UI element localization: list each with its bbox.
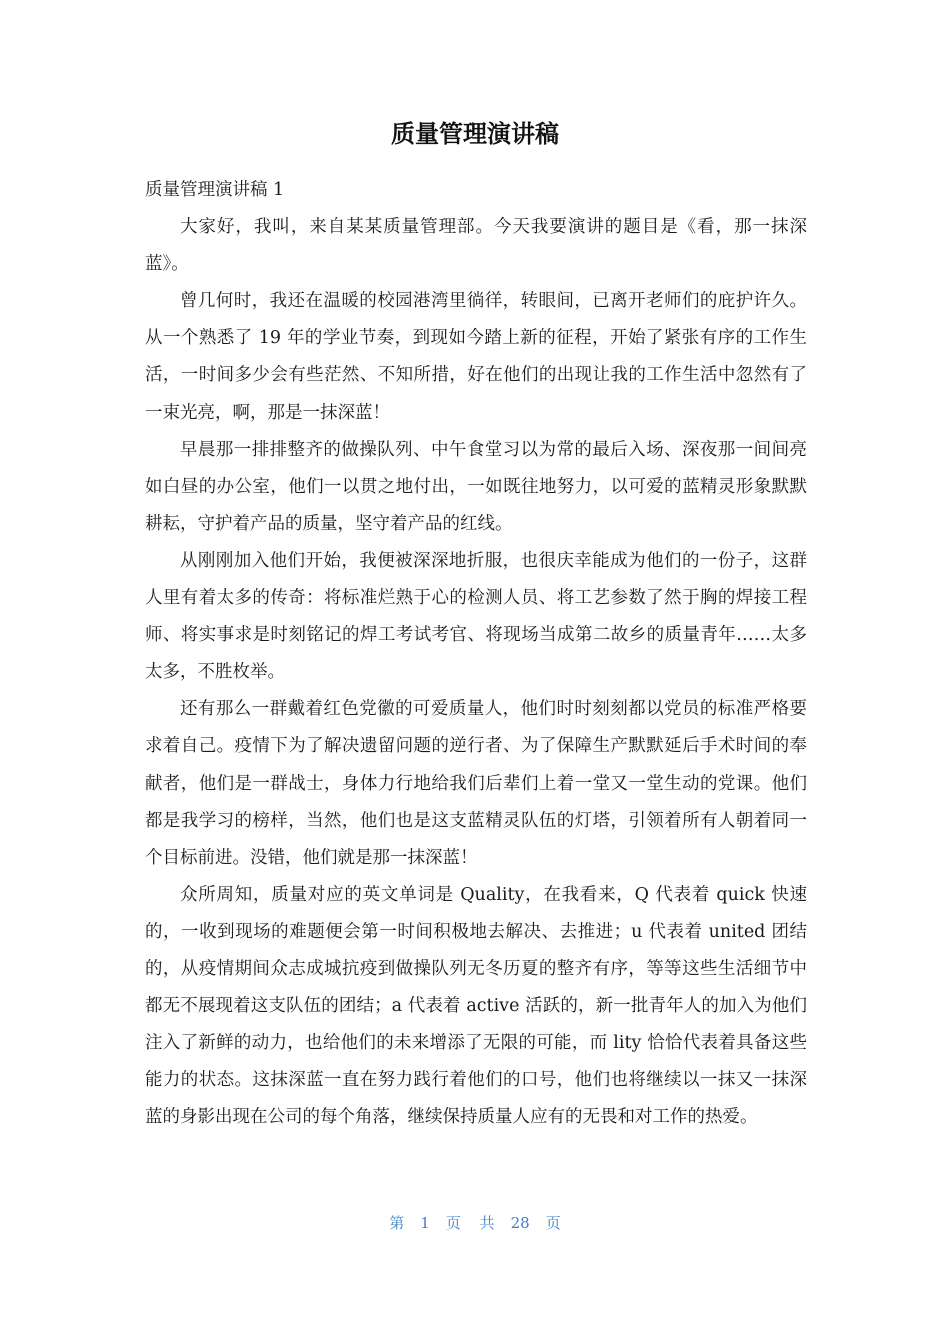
paragraph-2: 曾几何时，我还在温暖的校园港湾里徜徉，转眼间，已离开老师们的庇护许久。从一个熟悉了 19 年的学业节奏，到现如今踏上新的征程，开始了紧张有序的工作生活，一时间多少会有些茫然、不知所措，好在他们的出现让我的工作生活中忽然有了一束光亮，啊，那是一抹深蓝！ xyxy=(145,291,807,423)
footer-prefix: 第 xyxy=(389,1214,405,1232)
paragraph-1: 大家好，我叫，来自某某质量管理部。今天我要演讲的题目是《看，那一抹深蓝》。 xyxy=(145,217,807,275)
footer-total-pages: 28 xyxy=(510,1214,530,1232)
footer-suffix: 页 xyxy=(545,1214,561,1232)
document-title: 质量管理演讲稿 xyxy=(391,120,559,148)
footer-middle: 页 共 xyxy=(445,1214,495,1232)
paragraph-5: 还有那么一群戴着红色党徽的可爱质量人，他们时时刻刻都以党员的标准严格要求着自己。疫情下为了解决遗留问题的逆行者、为了保障生产默默延后手术时间的奉献者，他们是一群战士，身体力行地给我们后辈们上着一堂又一堂生动的党课。他们都是我学习的榜样，当然，他们也是这支蓝精灵队伍的灯塔，引领着所有人朝着同一个目标前进。没错，他们就是那一抹深蓝！ xyxy=(145,699,807,868)
document-body xyxy=(145,172,807,1136)
paragraph-6: 众所周知，质量对应的英文单词是 Quality，在我看来，Q 代表着 quick 快速的，一收到现场的难题便会第一时间积极地去解决、去推进；u 代表着 united 团结的，从疫情期间众志成城抗疫到做操队列无冬历夏的整齐有序，等等这些生活细节中都无不展现着这支队伍的团结；a 代表着 active 活跃的，新一批青年人的加入为他们注入了新鲜的动力，也给他们的未来增添了无限的可能，而 lity 恰恰代表着具备这些能力的状态。这抹深蓝一直在努力践行着他们的口号，他们也将继续以一抹又一抹深蓝的身影出现在公司的每个角落，继续保持质量人应有的无畏和对工作的热爱。 xyxy=(145,884,807,1128)
footer-page-number: 1 xyxy=(420,1214,430,1232)
page-footer xyxy=(0,1208,950,1238)
paragraph-3: 早晨那一排排整齐的做操队列、中午食堂习以为常的最后入场、深夜那一间间亮如白昼的办公室，他们一以贯之地付出，一如既往地努力，以可爱的蓝精灵形象默默耕耘，守护着产品的质量，坚守着产品的红线。 xyxy=(145,439,807,534)
section-heading: 质量管理演讲稿 1 xyxy=(145,180,285,200)
paragraph-4: 从刚刚加入他们开始，我便被深深地折服，也很庆幸能成为他们的一份子，这群人里有着太多的传奇：将标准烂熟于心的检测人员、将工艺参数了然于胸的焊接工程师、将实事求是时刻铭记的焊工考试考官、将现场当成第二故乡的质量青年……太多太多，不胜枚举。 xyxy=(145,550,807,683)
